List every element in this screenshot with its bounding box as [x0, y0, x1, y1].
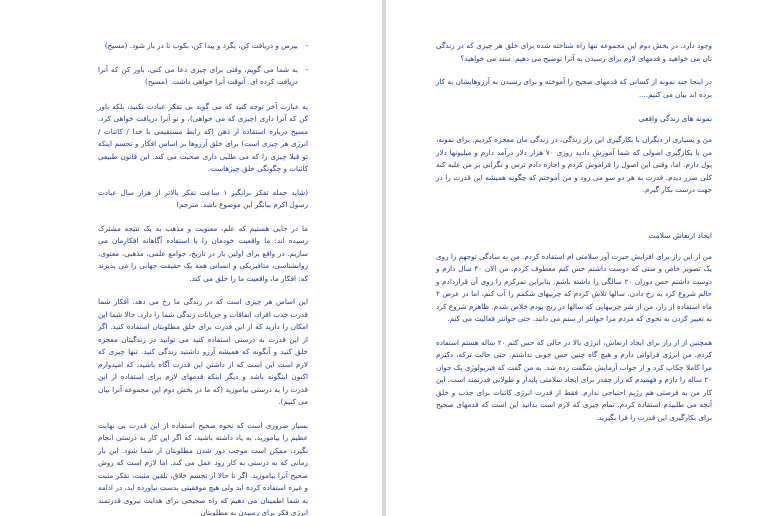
- section-heading-health: ایجاد ارتعاش سلامت: [648, 230, 712, 240]
- translator-note: (شاید جمله تفکر برانگیز ۱ ساعت تفکر بالاتر از هزار سال عبادت رسول اکرم بیانگر این موضوع باشد. مترجم): [98, 187, 308, 209]
- body-paragraph: به عبارت آخر توجه کنید که می گوید بی تفکر عبادت نکنید، بلکه باور کن که آنرا داری (چیزی که می خواهی)، و تو آنرا دریافت خواهی کرد. مسیح درباره استفاده از ذهن (که رابط مستقیمی با خدا / کائنات / انرژی هر چیزی است) برای خلق آرزوها بر اساس افکار و تجسم اینکه تو قبلا چیزی را که می طلبی داری صحبت می کند. این قانون طبیعی کائنات و چگونگی خلق چیزهاست.: [98, 101, 308, 173]
- quote-list: [98, 40, 308, 89]
- quote-bullet: - بپرس و دریافت کن، بگرد و پیدا کن، بکوب تا در باز شود. (مسیح): [98, 40, 298, 53]
- left-page: [0, 0, 382, 516]
- body-paragraph: این اساس هر چیزی است که در زندگی ما رخ می دهد. افکار شما قدرت جذب افراد، اتفاقات و جریانات زندگی شما را دارد. حالا شما این امکان را دارید که از این قدرت برای خلق مطلوبتان استفاده کنید. اگر از این قدرت به درستی استفاده کنید می توانید در زندگیتان معجزه خلق کنید و آنگونه که همیشه آرزو داشتید زندگی کنید. تنها چیزی که لازم است این است که از داشتن این قدرت آگاه باشید، که امیدوارم اکنون اینگونه باشد و دیگر اینکه قدمهای لازم برای استفاده از این قدرت را به درستی بیاموزید (که ما در بخش دوم این مجموعه آنرا بیان می کنیم).: [98, 297, 308, 406]
- spacer: [436, 208, 712, 224]
- body-paragraph: بسیار ضروری است که نحوه صحیح استفاده از این قدرت بی نهایت عظیم را بیاموزید. به یاد داشته باشید، که اگر این کار به درستی انجام نگیرد، ممکن است موجب دور شدن مطلوبتان از شما شود. این بار زمانی که به درستی به کار رود عمل می کند. اما لازم است که روش صحیح آنرا بیاموزید. اگر تا حالا از تجسم خلاق، تلقین مثبت، تفکر مثبت و غیره استفاده کرده اید ولی هیچ موفقیتی بدست نیاورده اید، در ادامه به شما اطمینان می دهیم که راه صحیحی برای هدایت نیروی قدرتمند انرژی فکر برای رسیدن به مطلوبتان: [98, 420, 308, 516]
- examples-intro: در اینجا چند نمونه از کسانی که قدمهای صحیح را آموخته و برای رسیدن به آرزوهایشان به کار برده اند بیان می کنیم....: [436, 77, 712, 99]
- body-paragraph: ما در جایی هستیم که علم، معنویت و مذهب به یک نتیجه مشترک رسیده اند: ما واقعیت خودمان را با استفاده آگاهانه افکارمان می سازیم. در واقع برای اولین بار در تاریخ، جوامع علمی، مذهبی، معنوی، روانشناسی، متافیزیکی و انسانی همه یک حقیقت جهانی را می پذیرند که: افکار ما، واقعیت ما را خلق می کند.: [98, 223, 308, 283]
- right-page: [386, 0, 768, 516]
- intro-paragraph: وجود دارد. در بخش دوم این مجموعه تنها راه شناخته شده برای خلق هر چیزی که در زندگی تان می خواهید و قدمهای لازم برای رسیدن به آنرا توضیح می دهیم. سند می خواهید؟: [436, 41, 712, 63]
- body-paragraph: من از این راز برای افزایش حیرت آور سلامتی ام استفاده کردم. من به سادگی توجهم را روی یک تصویر خاص و سنی که دوست داشتم حس کنم معطوف کردم. من الان ۴۰ سال دارم و دوست داشتم حس دوران ۲۰ سالگی را داشته باشم. بنابراین تمرکزم را روی آن قراردادم و حالم شروع کرد به رخ دادن. سالها تلاش کردم که چربیهای شکمم را آب کنم، اما در عرض ۲ ماه استفاده از راز، من از شر چربیهایی که سالها در رنج بودم خلاص شدم. ظاهرم شروع کرد به تغییر کردن به نحوی که مردم مرا جوانتر از سنم می دانند. حتی جوانتر فعالیت می کنم.: [436, 251, 712, 323]
- quote-bullet: - به شما می گویم، وقتی برای چیزی دعا می کنی، باور کن که آنرا دریافت کرده ای. آنوقت آنرا خواهی داشت. (مسیح): [98, 64, 298, 89]
- section-heading-real-life: نمونه های زندگی واقعی: [638, 114, 712, 123]
- body-paragraph: همچنین از از راز برای ایجاد ارتعاش، انرژی بالا در حالی که حس کنم ۲۰ ساله هستم استفاده کردم. من انرژی فراوانی دارم و هیچ گاه چنین حس خوبی نداشتم. حتی حالت ترکه، دکترم مرا کاملا چکاپ کرد و از جواب آزمایش شگفت زده شد. به من گفت که فیزیولوژی یک جوان ۲۰ ساله را دارم و فهمیدم که راز چقدر برای ایجاد سلامتی پایدار و طولانی قدرتمند است. این کار من به فرصتی هم رژیم احتیاجی ندارم. فقط از قدرت انرژی کائنات برای جذب و خلق آنچه می طلبیدم استفاده کردم. تمام چیزی که لازم است بدانید این است که قدمهای صحیح برای بکارگیری این قدرت را فرا بگیرید.: [436, 337, 712, 422]
- body-paragraph: من و بسیاری از دیگران با بکارگیری این راز زندگی، در زندگی مان معجزه کردیم. برای نمونه، من با بکارگیری اصولی که شما آموزش دادید روزی ۷۰ هزار دلار درآمد دارم و میلیونها دلار پول دارم. اما، وقتی این اصول را فراموش کردم و اجازه دادم ترس و نگرانی بر من غلبه کنه کلی ضرر دیدم. قدرت به هر دو سو می رود و من آموختم که چگونه همیشه این قدرت را در جهت درست بکار گیرم.: [436, 135, 712, 194]
